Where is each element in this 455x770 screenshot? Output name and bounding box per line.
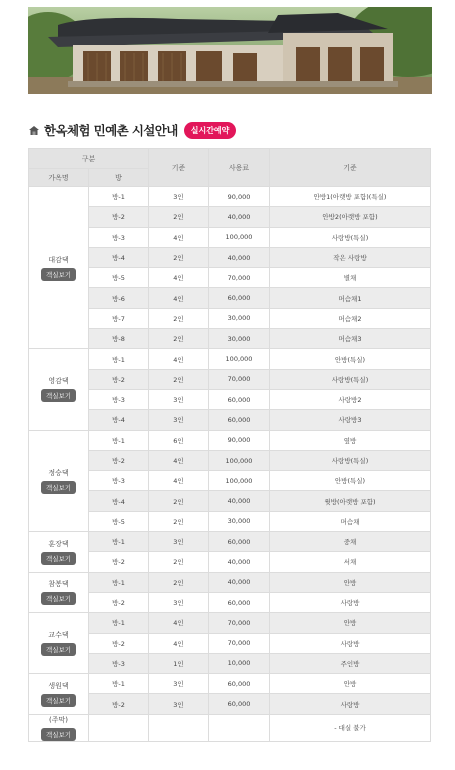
fee-cell: 60,000: [209, 674, 270, 694]
fee-cell: 60,000: [209, 410, 270, 430]
room-cell: 방-2: [89, 450, 149, 470]
table-row: [29, 491, 431, 511]
fee-cell: 100,000: [209, 349, 270, 369]
table-row: [29, 268, 431, 288]
house-name: 생원댁: [48, 681, 69, 690]
facility-table-body: [29, 187, 431, 742]
header-standard: 기준: [270, 149, 431, 187]
fee-cell: 60,000: [209, 694, 270, 714]
fee-cell: 40,000: [209, 491, 270, 511]
house-cell: [29, 430, 89, 531]
fee-cell: 100,000: [209, 227, 270, 247]
house-cell: [29, 572, 89, 613]
table-row: [29, 288, 431, 308]
fee-cell: 30,000: [209, 511, 270, 531]
fee-cell: 40,000: [209, 207, 270, 227]
table-row: [29, 511, 431, 531]
table-row: [29, 450, 431, 470]
capacity-cell: [149, 714, 209, 741]
view-room-button[interactable]: 객실보기: [41, 481, 76, 494]
standard-cell: 사랑방: [270, 694, 431, 714]
header-capacity: 기준: [149, 149, 209, 187]
house-name: 훈장댁: [48, 539, 69, 548]
capacity-cell: 2인: [149, 207, 209, 227]
table-row: [29, 369, 431, 389]
house-cell: [29, 187, 89, 349]
section-title-row: [28, 120, 432, 140]
standard-cell: 머슴채2: [270, 308, 431, 328]
standard-cell: 안방1(아랫방 포함)(특실): [270, 187, 431, 207]
table-row: [29, 349, 431, 369]
fee-cell: 90,000: [209, 430, 270, 450]
table-row: [29, 613, 431, 633]
room-cell: 방-2: [89, 207, 149, 227]
house-name: 대감댁: [48, 255, 69, 264]
room-cell: 방-2: [89, 633, 149, 653]
house-cell: [29, 714, 89, 741]
table-row: [29, 187, 431, 207]
standard-cell: 사랑방: [270, 592, 431, 612]
capacity-cell: 2인: [149, 572, 209, 592]
capacity-cell: 3인: [149, 674, 209, 694]
capacity-cell: 1인: [149, 653, 209, 673]
table-row: [29, 227, 431, 247]
house-cell: [29, 532, 89, 573]
header-group: 구분: [29, 149, 149, 169]
room-cell: 방-4: [89, 410, 149, 430]
room-cell: 방-3: [89, 471, 149, 491]
hanok-banner-image: [28, 7, 432, 94]
room-cell: 방-1: [89, 187, 149, 207]
house-name: 참봉댁: [48, 580, 69, 589]
view-room-button[interactable]: 객실보기: [41, 552, 76, 565]
room-cell: 방-1: [89, 613, 149, 633]
house-name: (주막): [49, 715, 68, 724]
standard-cell: 주인방: [270, 653, 431, 673]
view-room-button[interactable]: 객실보기: [41, 643, 76, 656]
standard-cell: 안방: [270, 613, 431, 633]
standard-cell: 안방(특실): [270, 471, 431, 491]
table-row: [29, 430, 431, 450]
capacity-cell: 6인: [149, 430, 209, 450]
capacity-cell: 4인: [149, 288, 209, 308]
standard-cell: 윗방(아랫방 포함): [270, 491, 431, 511]
room-cell: 방-1: [89, 349, 149, 369]
capacity-cell: 2인: [149, 308, 209, 328]
facility-table-container: [28, 148, 430, 742]
standard-cell: 사랑방(특실): [270, 450, 431, 470]
table-row: [29, 308, 431, 328]
standard-cell: 머슴채3: [270, 329, 431, 349]
capacity-cell: 4인: [149, 633, 209, 653]
capacity-cell: 2인: [149, 247, 209, 267]
capacity-cell: 2인: [149, 511, 209, 531]
room-cell: 방-5: [89, 268, 149, 288]
standard-cell: 안방: [270, 572, 431, 592]
view-room-button[interactable]: 객실보기: [41, 268, 76, 281]
capacity-cell: 3인: [149, 389, 209, 409]
header-fee: 사용료: [209, 149, 270, 187]
room-cell: 방-4: [89, 491, 149, 511]
capacity-cell: 3인: [149, 592, 209, 612]
room-cell: 방-1: [89, 674, 149, 694]
room-cell: 방-2: [89, 552, 149, 572]
fee-cell: 90,000: [209, 187, 270, 207]
table-row: [29, 410, 431, 430]
room-cell: 방-2: [89, 369, 149, 389]
capacity-cell: 2인: [149, 491, 209, 511]
standard-cell: 별채: [270, 268, 431, 288]
view-room-button[interactable]: 객실보기: [41, 694, 76, 707]
fee-cell: [209, 714, 270, 741]
house-cell: [29, 674, 89, 715]
room-cell: 방-3: [89, 653, 149, 673]
standard-cell: 서채: [270, 552, 431, 572]
fee-cell: 70,000: [209, 369, 270, 389]
capacity-cell: 3인: [149, 532, 209, 552]
section-title: 한옥체험 민예촌 시설안내: [44, 123, 178, 138]
facility-table: [28, 148, 431, 742]
hanok-roof-icon: [28, 124, 40, 136]
fee-cell: 100,000: [209, 450, 270, 470]
room-cell: 방-2: [89, 694, 149, 714]
standard-cell: 안방: [270, 674, 431, 694]
fee-cell: 70,000: [209, 633, 270, 653]
header-house: 가옥명: [29, 169, 89, 187]
view-room-button[interactable]: 객실보기: [41, 728, 76, 741]
fee-cell: 60,000: [209, 592, 270, 612]
table-row: [29, 572, 431, 592]
view-room-button[interactable]: 객실보기: [41, 592, 76, 605]
room-cell: 방-3: [89, 389, 149, 409]
table-row: [29, 694, 431, 714]
standard-cell: - 대실 불가: [270, 714, 431, 741]
house-name: 영감댁: [48, 377, 69, 386]
capacity-cell: 4인: [149, 471, 209, 491]
standard-cell: 머슴채1: [270, 288, 431, 308]
room-cell: 방-3: [89, 227, 149, 247]
room-cell: 방-2: [89, 592, 149, 612]
table-row: [29, 552, 431, 572]
fee-cell: 60,000: [209, 389, 270, 409]
table-row: [29, 471, 431, 491]
table-row: [29, 329, 431, 349]
fee-cell: 70,000: [209, 613, 270, 633]
standard-cell: 사랑방(특실): [270, 369, 431, 389]
standard-cell: 머슴채: [270, 511, 431, 531]
standard-cell: 사랑방2: [270, 389, 431, 409]
standard-cell: 중채: [270, 532, 431, 552]
fee-cell: 70,000: [209, 268, 270, 288]
fee-cell: 40,000: [209, 552, 270, 572]
table-row: [29, 633, 431, 653]
capacity-cell: 2인: [149, 329, 209, 349]
table-row: [29, 389, 431, 409]
view-room-button[interactable]: 객실보기: [41, 389, 76, 402]
room-cell: 방-1: [89, 430, 149, 450]
capacity-cell: 2인: [149, 369, 209, 389]
house-cell: [29, 613, 89, 674]
fee-cell: 40,000: [209, 247, 270, 267]
standard-cell: 옆방: [270, 430, 431, 450]
table-row: [29, 247, 431, 267]
capacity-cell: 3인: [149, 410, 209, 430]
capacity-cell: 4인: [149, 268, 209, 288]
room-cell: 방-5: [89, 511, 149, 531]
capacity-cell: 2인: [149, 552, 209, 572]
standard-cell: 사랑방3: [270, 410, 431, 430]
room-cell: 방-1: [89, 532, 149, 552]
room-cell: 방-1: [89, 572, 149, 592]
table-row: [29, 653, 431, 673]
capacity-cell: 3인: [149, 694, 209, 714]
fee-cell: 60,000: [209, 532, 270, 552]
room-cell: 방-6: [89, 288, 149, 308]
room-cell: 방-7: [89, 308, 149, 328]
realtime-reservation-button[interactable]: 실시간예약: [184, 122, 237, 139]
hanok-photo-illustration: [28, 7, 432, 94]
fee-cell: 30,000: [209, 308, 270, 328]
standard-cell: 안방2(아랫방 포함): [270, 207, 431, 227]
table-row: [29, 592, 431, 612]
table-row: [29, 674, 431, 694]
room-cell: 방-8: [89, 329, 149, 349]
table-row: [29, 714, 431, 741]
capacity-cell: 4인: [149, 349, 209, 369]
fee-cell: 10,000: [209, 653, 270, 673]
standard-cell: 안방(특실): [270, 349, 431, 369]
capacity-cell: 4인: [149, 227, 209, 247]
header-room: 방: [89, 169, 149, 187]
room-cell: 방-4: [89, 247, 149, 267]
standard-cell: 사랑방: [270, 633, 431, 653]
table-row: [29, 207, 431, 227]
capacity-cell: 4인: [149, 613, 209, 633]
standard-cell: 작은 사랑방: [270, 247, 431, 267]
capacity-cell: 3인: [149, 187, 209, 207]
standard-cell: 사랑방(특실): [270, 227, 431, 247]
house-name: 정승댁: [48, 468, 69, 477]
house-cell: [29, 349, 89, 430]
capacity-cell: 4인: [149, 450, 209, 470]
fee-cell: 100,000: [209, 471, 270, 491]
fee-cell: 40,000: [209, 572, 270, 592]
house-name: 교수댁: [48, 631, 69, 640]
fee-cell: 60,000: [209, 288, 270, 308]
room-cell: [89, 714, 149, 741]
table-row: [29, 532, 431, 552]
fee-cell: 30,000: [209, 329, 270, 349]
